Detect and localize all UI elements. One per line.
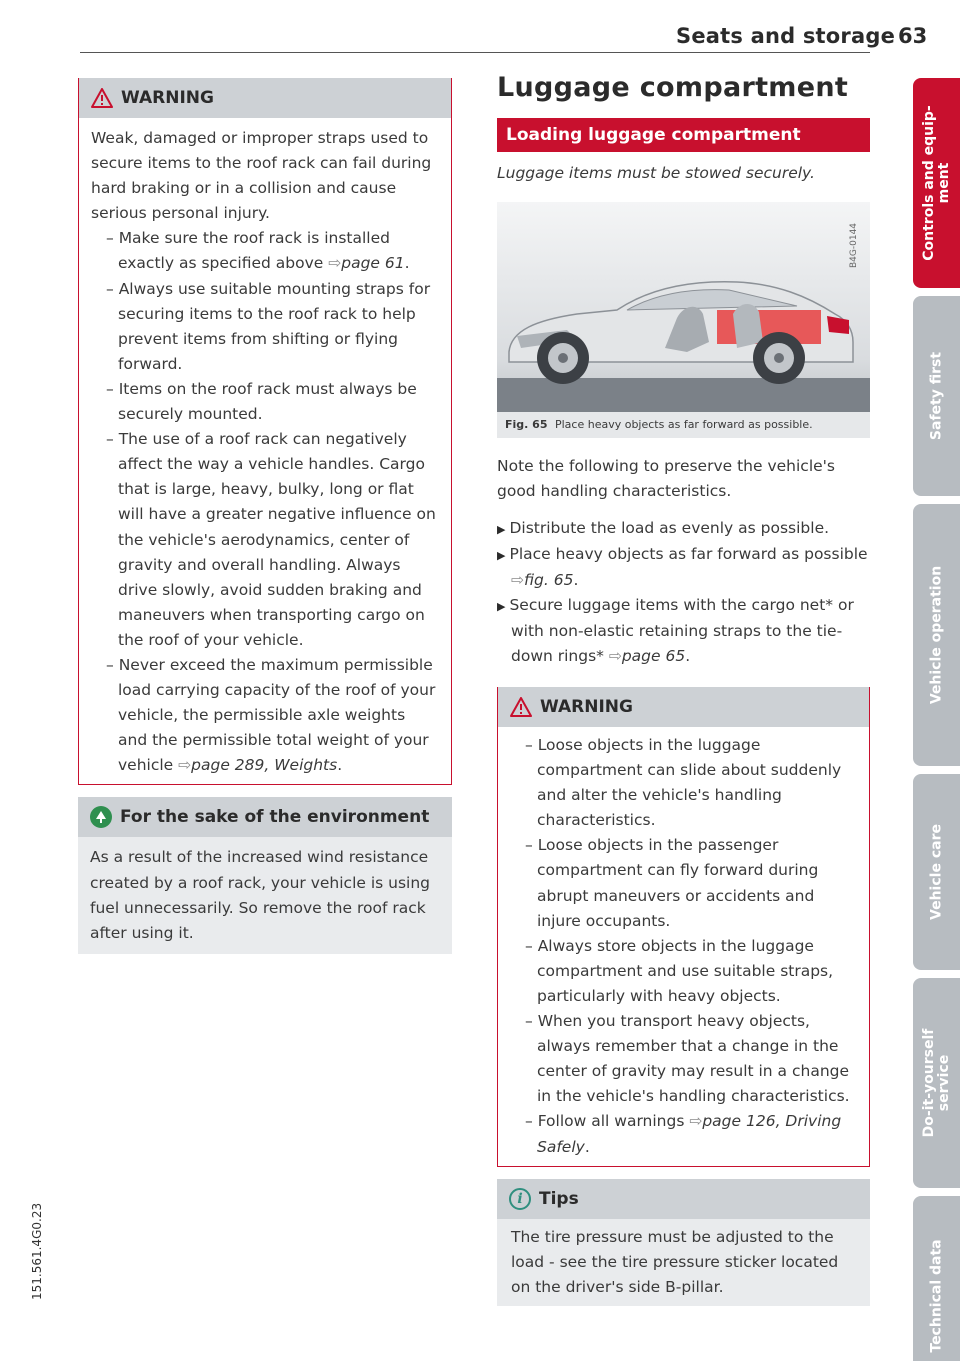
- warning-item: [510, 934, 857, 1009]
- dash-marker: –: [106, 229, 119, 248]
- luggage-warning: [497, 687, 870, 1167]
- bullet-item: [497, 542, 870, 593]
- arrow-right-icon: ⇨: [178, 756, 192, 775]
- cross-reference-link[interactable]: fig. 65: [524, 571, 574, 589]
- tab-label: Technical data: [928, 1239, 944, 1353]
- tips-header: [497, 1179, 870, 1219]
- tips-note: [497, 1179, 870, 1306]
- environment-title: For the sake of the environment: [120, 807, 430, 828]
- item-tail: .: [584, 1137, 590, 1156]
- dash-marker: –: [525, 936, 538, 955]
- figure-caption: [497, 412, 870, 438]
- dash-marker: –: [525, 1112, 538, 1131]
- tab-label: Controls and equip- ment: [920, 105, 952, 261]
- warning-item: [91, 277, 439, 377]
- warning-item: [510, 833, 857, 933]
- roof-rack-warning: [78, 78, 452, 785]
- intro-text: Luggage items must be stowed securely.: [497, 164, 815, 182]
- item-text: Loose objects in the passenger compartment can fly forward during abrupt maneuvers or accidents and injure occupants.: [537, 836, 819, 930]
- tab-do-it-yourself-service[interactable]: [913, 978, 960, 1188]
- cross-reference-link[interactable]: page 126, Driving Safely: [537, 1112, 842, 1156]
- document-code: 151.561.4G0.23: [30, 1202, 44, 1300]
- warning-body: [79, 118, 451, 784]
- warning-item: [510, 733, 857, 833]
- warning-header: [498, 687, 869, 727]
- triangle-bullet-icon: ▶: [497, 600, 506, 613]
- right-column: [497, 72, 870, 1306]
- warning-item: [91, 226, 439, 276]
- dash-marker: –: [525, 1012, 538, 1031]
- figure-label: Fig. 65: [505, 418, 548, 431]
- triangle-bullet-icon: ▶: [497, 523, 506, 536]
- arrow-right-icon: ⇨: [328, 254, 342, 273]
- warning-title: WARNING: [121, 88, 214, 108]
- item-text: Never exceed the maximum permissible load carrying capacity of the roof of your vehicle, the permissible axle weights and the permissible total weight of your vehicle: [118, 655, 436, 775]
- warning-item: [91, 377, 439, 427]
- dash-marker: –: [525, 836, 538, 855]
- warning-list: [498, 727, 869, 1166]
- tab-label: Vehicle operation: [928, 565, 944, 705]
- item-text: Follow all warnings: [537, 1112, 690, 1131]
- warning-item: [91, 653, 439, 778]
- bullet-item: [497, 516, 870, 542]
- figure-65: [497, 202, 870, 440]
- warning-triangle-icon: [510, 697, 532, 717]
- arrow-right-icon: ⇨: [689, 1112, 703, 1131]
- info-icon: i: [509, 1188, 531, 1210]
- dash-marker: –: [106, 655, 119, 674]
- item-text: Secure luggage items with the cargo net* or with non-elastic retaining straps to the tie-down rings*: [509, 596, 854, 665]
- item-text: Place heavy objects as far forward as possible: [509, 545, 868, 563]
- section-title: Seats and storage: [676, 24, 896, 48]
- item-tail: .: [404, 254, 410, 273]
- warning-item: [510, 1109, 857, 1159]
- dash-marker: –: [106, 379, 119, 398]
- item-text: When you transport heavy objects, always remember that a change in the center of gravity may result in a change in the vehicle's handling characteristics.: [537, 1012, 850, 1106]
- tab-label: Vehicle care: [928, 824, 944, 920]
- warning-header: [79, 78, 451, 118]
- environment-header: [78, 797, 452, 837]
- tab-controls-and-equipment[interactable]: [913, 78, 960, 288]
- environment-text: As a result of the increased wind resistance created by a roof rack, your vehicle is using fuel unnecessarily. So remove the roof rack after using it.: [90, 848, 431, 942]
- item-text: Always use suitable mounting straps for securing items to the roof rack to help prevent items from shifting or flying forward.: [118, 279, 431, 373]
- dash-marker: –: [525, 736, 538, 754]
- figure-code: B4G-0144: [849, 222, 859, 268]
- environment-icon: [90, 806, 112, 828]
- warning-item: [91, 427, 439, 653]
- tab-vehicle-operation[interactable]: [913, 504, 960, 766]
- tab-label: Safety first: [928, 351, 944, 441]
- tab-technical-data[interactable]: [913, 1196, 960, 1361]
- item-text: Loose objects in the luggage compartment can slide about suddenly and alter the vehicle's handling characteristics.: [537, 736, 842, 830]
- warning-intro: Weak, damaged or improper straps used to secure items to the roof rack can fail during hard braking or in a collision and cause serious personal injury.: [91, 129, 432, 223]
- warning-item: [510, 1009, 857, 1109]
- warning-title: WARNING: [540, 697, 633, 717]
- tips-text: The tire pressure must be adjusted to the load - see the tire pressure sticker located on the driver's side B-pillar.: [511, 1227, 839, 1296]
- item-tail: .: [337, 756, 343, 775]
- warning-list: [91, 226, 439, 778]
- handling-note: Note the following to preserve the vehicle's good handling characteristics.: [497, 457, 836, 500]
- dash-marker: –: [106, 279, 119, 298]
- item-tail: .: [573, 571, 579, 589]
- page-number: 63: [898, 24, 928, 48]
- left-column: [78, 78, 452, 954]
- item-text: Make sure the roof rack is installed exactly as specified above: [118, 229, 390, 273]
- tab-vehicle-care[interactable]: [913, 774, 960, 970]
- cross-reference-link[interactable]: page 65: [621, 647, 686, 665]
- subsection-heading: Loading luggage compartment: [497, 118, 870, 152]
- cross-reference-link[interactable]: page 289, Weights: [191, 756, 338, 775]
- item-tail: .: [685, 647, 691, 665]
- item-text: Distribute the load as evenly as possible.: [509, 519, 830, 537]
- tips-title: Tips: [539, 1188, 579, 1209]
- tab-safety-first[interactable]: [913, 296, 960, 496]
- header-divider: [80, 52, 870, 53]
- figure-caption-text: Place heavy objects as far forward as possible.: [554, 418, 813, 431]
- item-text: Always store objects in the luggage compartment and use suitable straps, particularly with heavy objects.: [537, 936, 834, 1005]
- environment-note: [78, 797, 452, 953]
- tab-label: Do-it-yourself service: [920, 1028, 952, 1138]
- item-text: The use of a roof rack can negatively affect the way a vehicle handles. Cargo that is large, heavy, bulky, long or flat will have a greater negative influence on the vehicle's aerodynamics, center of gravity and overall handling. Always drive slowly, avoid sudden braking and maneuvers when transporting cargo on the roof of your vehicle.: [118, 430, 436, 649]
- item-text: Items on the roof rack must always be securely mounted.: [118, 379, 417, 424]
- dash-marker: –: [106, 430, 119, 449]
- cross-reference-link[interactable]: page 61: [341, 254, 405, 273]
- loading-instructions: [497, 516, 870, 669]
- section-heading: Luggage compartment: [497, 72, 849, 103]
- luggage-loading-illustration: [497, 202, 870, 412]
- arrow-right-icon: ⇨: [608, 647, 622, 665]
- arrow-right-icon: ⇨: [511, 571, 524, 589]
- triangle-bullet-icon: ▶: [497, 549, 506, 562]
- warning-triangle-icon: [91, 88, 113, 108]
- bullet-item: [497, 593, 870, 669]
